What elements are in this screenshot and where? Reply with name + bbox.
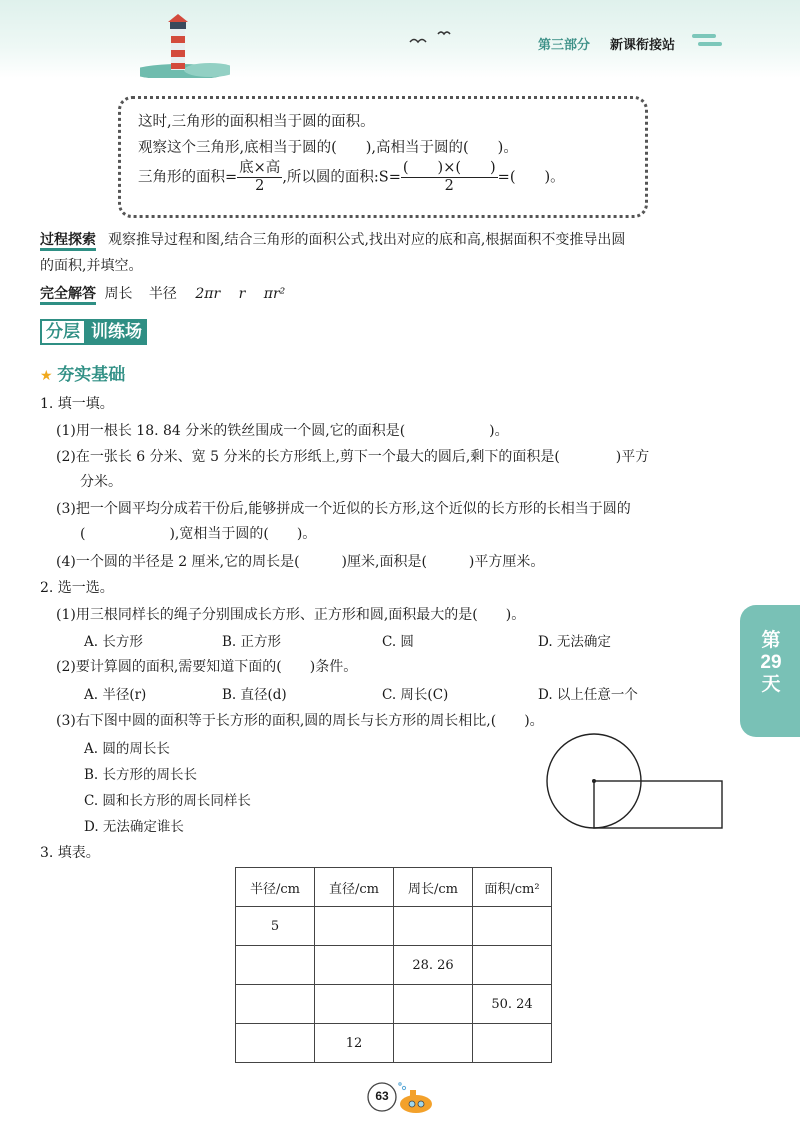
fraction-numerator-blanks: ( )×( )	[402, 160, 496, 176]
q1-sub-1: (1)用一根长 18. 84 分米的铁丝围成一个圆,它的面积是( )。	[56, 423, 509, 439]
table-cell[interactable]	[315, 946, 394, 985]
q1-title: 1. 填一填。	[40, 396, 114, 412]
q2-1-option-a: A. 长方形	[84, 634, 143, 650]
diagram-center-dot	[592, 779, 596, 783]
answer-block	[40, 280, 285, 307]
diagram-rectangle	[594, 781, 722, 828]
formula-prefix: 三角形的面积=	[138, 169, 238, 186]
table-cell[interactable]	[394, 907, 473, 946]
day-side-tab-label: 第29天	[760, 630, 782, 695]
table-row	[236, 907, 552, 946]
table-cell[interactable]	[473, 946, 552, 985]
table-cell[interactable]	[236, 1024, 315, 1063]
page-header	[0, 0, 800, 78]
formula-line-2: 观察这个三角形,底相当于圆的( ),高相当于圆的( )。	[138, 140, 518, 156]
table-cell[interactable]	[236, 946, 315, 985]
header-radius: 半径/cm	[236, 868, 315, 907]
banner-part-1: 分层	[40, 319, 86, 345]
q2-1-option-c: C. 圆	[382, 634, 414, 650]
subsection-heading	[40, 360, 125, 385]
q2-3-option-c: C. 圆和长方形的周长同样长	[84, 793, 251, 809]
fraction-numerator: 底×高	[239, 160, 281, 176]
table-cell[interactable]	[236, 985, 315, 1024]
header-part-label: 第三部分	[538, 37, 591, 52]
q2-sub-1: (1)用三根同样长的绳子分别围成长方形、正方形和圆,面积最大的是( )。	[56, 607, 526, 623]
header-circumference: 周长/cm	[394, 868, 473, 907]
formula-middle: ,所以圆的面积:S=	[282, 169, 401, 186]
banner-part-2: 训练场	[86, 319, 147, 345]
page-number: 63	[375, 1089, 389, 1103]
header-diameter: 直径/cm	[315, 868, 394, 907]
answer-item: 周长	[104, 286, 133, 302]
header-deco-icon	[690, 30, 724, 52]
process-explore-block	[40, 226, 740, 279]
triangle-area-fraction	[237, 160, 282, 195]
q2-sub-3: (3)右下图中圆的面积等于长方形的面积,圆的周长与长方形的周长相比,( )。	[56, 713, 544, 729]
circle-rectangle-diagram	[540, 732, 730, 836]
q1-sub-2-line-2: 分米。	[80, 474, 122, 490]
formula-suffix: =( )。	[497, 169, 565, 186]
fraction-denominator-2: 2	[444, 178, 454, 194]
fraction-denominator: 2	[255, 178, 265, 194]
table-row	[236, 985, 552, 1024]
star-icon: ★	[40, 367, 53, 383]
q2-2-option-d: D. 以上任意一个	[538, 687, 638, 703]
table-cell[interactable]	[394, 1024, 473, 1063]
q2-2-option-c: C. 周长(C)	[382, 687, 449, 703]
q1-sub-4: (4)一个圆的半径是 2 厘米,它的周长是( )厘米,面积是( )平方厘米。	[56, 554, 545, 570]
table-cell[interactable]	[473, 1024, 552, 1063]
table-row	[236, 946, 552, 985]
answer-tag: 完全解答	[40, 285, 96, 305]
q3-title: 3. 填表。	[40, 845, 100, 861]
circle-area-fraction	[401, 160, 498, 195]
q2-2-option-b: B. 直径(d)	[222, 687, 287, 703]
q2-3-option-d: D. 无法确定谁长	[84, 819, 184, 835]
q2-sub-2: (2)要计算圆的面积,需要知道下面的( )条件。	[56, 659, 358, 675]
q2-1-option-d: D. 无法确定	[538, 634, 611, 650]
q2-3-option-a: A. 圆的周长长	[84, 741, 170, 757]
header-area: 面积/cm²	[473, 868, 552, 907]
fill-in-table	[235, 867, 552, 1063]
q1-sub-3-line-2: ( ),宽相当于圆的( )。	[80, 526, 317, 542]
subsection-title: 夯实基础	[57, 365, 126, 384]
q1-sub-3-line-1: (3)把一个圆平均分成若干份后,能够拼成一个近似的长方形,这个近似的长方形的长相当于圆的	[56, 501, 631, 517]
header-section-label: 新课衔接站	[610, 37, 676, 52]
formula-line-3	[138, 160, 565, 195]
table-header-row	[236, 868, 552, 907]
table-cell[interactable]	[394, 985, 473, 1024]
table-cell[interactable]	[315, 907, 394, 946]
table-cell[interactable]	[315, 985, 394, 1024]
process-text-line-2: 的面积,并填空。	[40, 258, 143, 274]
table-row	[236, 1024, 552, 1063]
q2-title: 2. 选一选。	[40, 580, 114, 596]
q2-1-option-b: B. 正方形	[222, 634, 282, 650]
formula-line-1: 这时,三角形的面积相当于圆的面积。	[138, 114, 375, 130]
lighthouse-illustration	[140, 14, 230, 78]
table-cell[interactable]: 28. 26	[394, 946, 473, 985]
table-cell[interactable]: 5	[236, 907, 315, 946]
table-cell[interactable]	[473, 907, 552, 946]
answer-item: πr²	[263, 286, 286, 302]
answer-item: 2πr	[195, 286, 221, 302]
q2-3-option-b: B. 长方形的周长长	[84, 767, 198, 783]
q2-2-option-a: A. 半径(r)	[84, 687, 147, 703]
section-banner	[40, 319, 147, 345]
answer-item: 半径	[148, 286, 177, 302]
process-text-line-1: 观察推导过程和图,结合三角形的面积公式,找出对应的底和高,根据面积不变推导出圆	[108, 232, 626, 248]
q1-sub-2-line-1: (2)在一张长 6 分米、宽 5 分米的长方形纸上,剪下一个最大的圆后,剩下的面积是( )平方	[56, 449, 650, 465]
table-cell[interactable]: 50. 24	[473, 985, 552, 1024]
birds-icon	[408, 28, 456, 48]
process-tag: 过程探索	[40, 231, 96, 251]
answer-item: r	[238, 286, 246, 302]
table-cell[interactable]: 12	[315, 1024, 394, 1063]
